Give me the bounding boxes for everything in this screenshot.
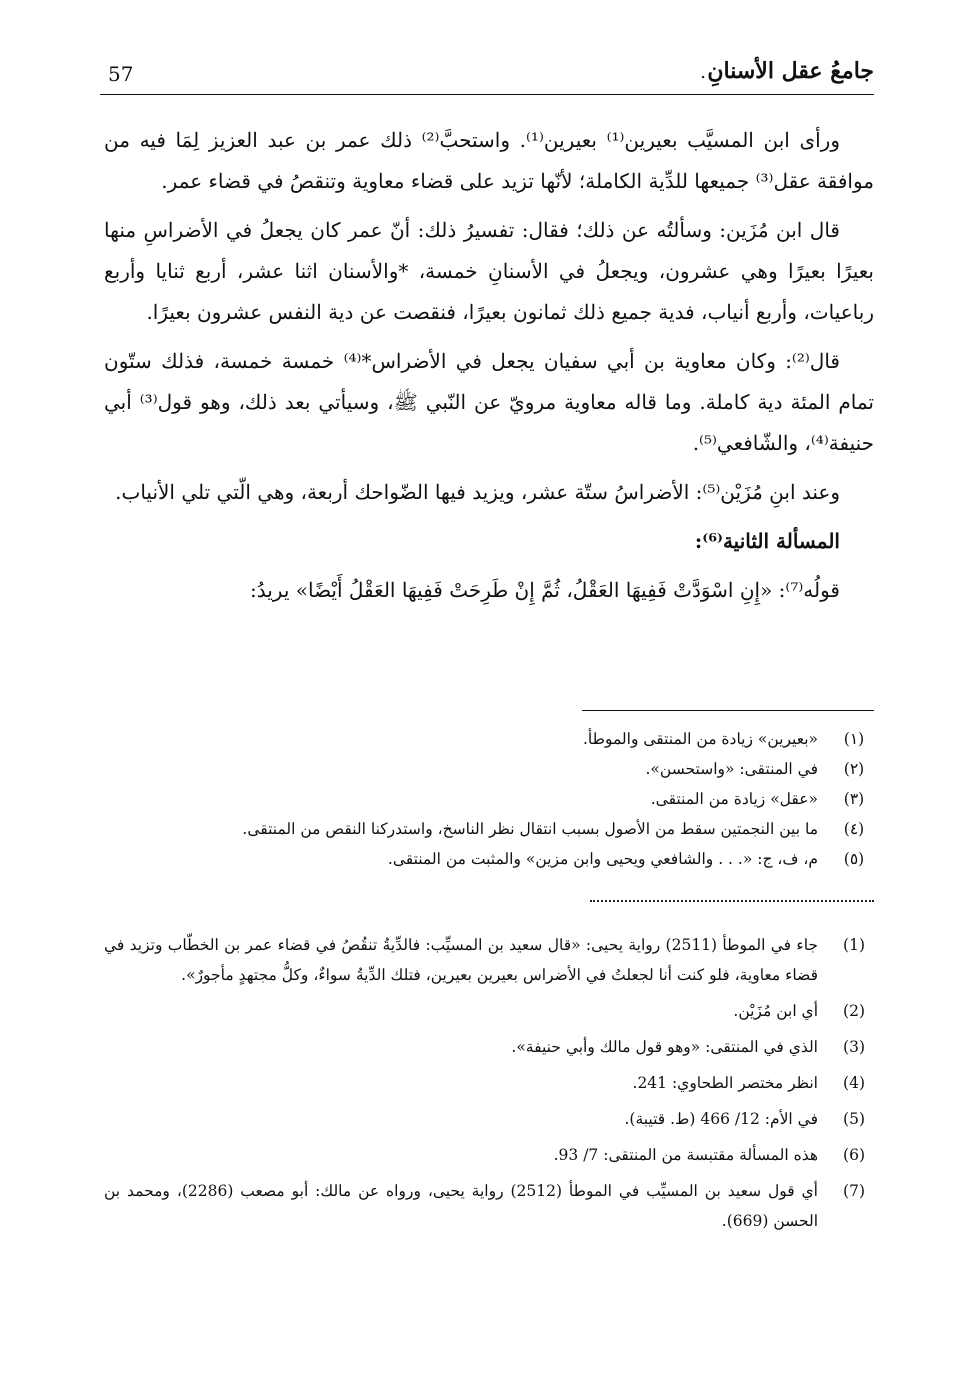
footnote (104, 1068, 874, 1098)
footnote-number: (٢) (843, 760, 865, 778)
footnote-text: هذه المسألة مقتبسة من المنتقى: 7/ 93. (553, 1146, 818, 1164)
main-text (104, 120, 874, 611)
footnote-text: «عقل» زيادة من المنتقى. (650, 790, 818, 808)
footnote (104, 754, 874, 784)
footnote (104, 1140, 874, 1170)
dotted-separator (590, 900, 874, 902)
paragraph: ورأى ابن المسيَّب بعيرين⁽¹⁾ بعيرين⁽¹⁾. واستحبَّ⁽²⁾ ذلك عمر بن عبد العزيز لِمَا فيه من موافقة عقل⁽³⁾ جميعها للدِّية الكاملة؛ لأنّها تزيد على قضاء معاوية وتنقصُ في قضاء عمر. (104, 128, 874, 193)
page-number: 57 (108, 62, 134, 86)
footnote-text: في المنتقى: «واستحسن». (645, 760, 818, 778)
footnote (104, 814, 874, 844)
footnote-text: جاء في الموطأ (2511) رواية يحيى: «قال سعيد بن المسيِّب: فالدِّيةُ تنقُصُ في قضاء عمر بن الخطّاب وتزيد في قضاء معاوية، فلو كنت أنا لجعلتُ في الأضراس بعيرين بعيرين، فتلك الدِّيةُ سواءٌ، وكلُّ مجتهدٍ مأجورٌ». (104, 936, 818, 984)
paragraph: قال ابن مُزَين: وسألتُه عن ذلك؛ فقال: تفسيرُ ذلك: أنّ عمر كان يجعلُ في الأضراسِ منها بعيرًا بعيرًا وهي عشرون، ويجعلُ في الأسنانِ خمسة، *والأسنان اثنا عشر، أربع ثنايا وأربع رباعيات، وأربع أنياب، فدية جميع ذلك ثمانون بعيرًا، فنقصت عن دية النفس عشرون بعيرًا. (104, 218, 874, 324)
footnote (104, 930, 874, 990)
section-heading: المسألة الثانية⁽⁶⁾: (694, 529, 840, 553)
header-rule (100, 94, 874, 95)
footnote-text: «بعيرين» زيادة من المنتقى والموطأ. (582, 730, 818, 748)
footnote (104, 724, 874, 754)
footnote (104, 844, 874, 874)
paragraph: قال⁽²⁾: وكان معاوية بن أبي سفيان يجعل في الأضراس*⁽⁴⁾ خمسة خمسة، فذلك ستّون تمام المئة دية كاملة. وما قاله معاوية مرويّ عن النّبي ﷺ، وسيأتي بعد ذلك، وهو قول⁽³⁾ أبي حنيفة⁽⁴⁾، والشّافعي⁽⁵⁾. (104, 349, 874, 455)
footnote-number: (٤) (843, 820, 865, 838)
paragraph: قولُه⁽⁷⁾: «إِنِ اسْوَدَّتْ فَفِيهَا العَقْلُ، ثُمَّ إِنْ طَرِحَتْ فَفِيهَا العَقْلُ أَيْضًا» يريدُ: (249, 578, 840, 602)
footnote-number: (5) (843, 1110, 865, 1128)
footnote-number: (7) (843, 1182, 865, 1200)
editor-footnotes (104, 724, 874, 874)
footnote-number: (6) (843, 1146, 865, 1164)
footnote-text: انظر مختصر الطحاوي: 241. (632, 1074, 818, 1092)
page-header (100, 58, 874, 100)
footnote-text: أي قول سعيد بن المسيِّب في الموطأ (2512) رواية يحيى، ورواه عن مالك: أبو مصعب (2286)، ومحمد بن الحسن (669). (104, 1182, 818, 1230)
footnote-number: (3) (843, 1038, 865, 1056)
footnote-number: (2) (843, 1002, 865, 1020)
footnote-text: الذي في المنتقى: «وهو قول مالك وأبي حنيفة». (511, 1038, 818, 1056)
footnote (104, 1032, 874, 1062)
paragraph: وعند ابنِ مُزَيْن⁽⁵⁾: الأضراسُ ستّة عشر، ويزيد فيها الضّواحك أربعة، وهي الّتي تلي الأنياب. (115, 480, 840, 504)
footnote-number: (٥) (843, 850, 865, 868)
footnote-number: (١) (843, 730, 865, 748)
footnote (104, 784, 874, 814)
footnote (104, 1104, 874, 1134)
footnote-number: (4) (843, 1074, 865, 1092)
footnote-text: أي ابن مُزَيْن. (733, 1002, 818, 1020)
footnote-number: (1) (843, 936, 865, 954)
footnote-text: ما بين النجمتين سقط من الأصول بسبب انتقال نظر الناسخ، واستدركنا النقص من المنتقى. (242, 820, 818, 838)
footnote-number: (٣) (843, 790, 865, 808)
footnote-text: في الأم: 12/ 466 (ط. قتيبة). (624, 1110, 818, 1128)
header-separator: . (700, 62, 706, 83)
running-title: جامعُ عقل الأسنانِ (707, 58, 874, 84)
author-footnotes (104, 930, 874, 1242)
footnote (104, 996, 874, 1026)
footnote-separator (582, 710, 874, 711)
footnote-text: م، ف، ج: «. . . والشافعي ويحيى وابن مزين» والمثبت من المنتقى. (387, 850, 818, 868)
footnote (104, 1176, 874, 1236)
